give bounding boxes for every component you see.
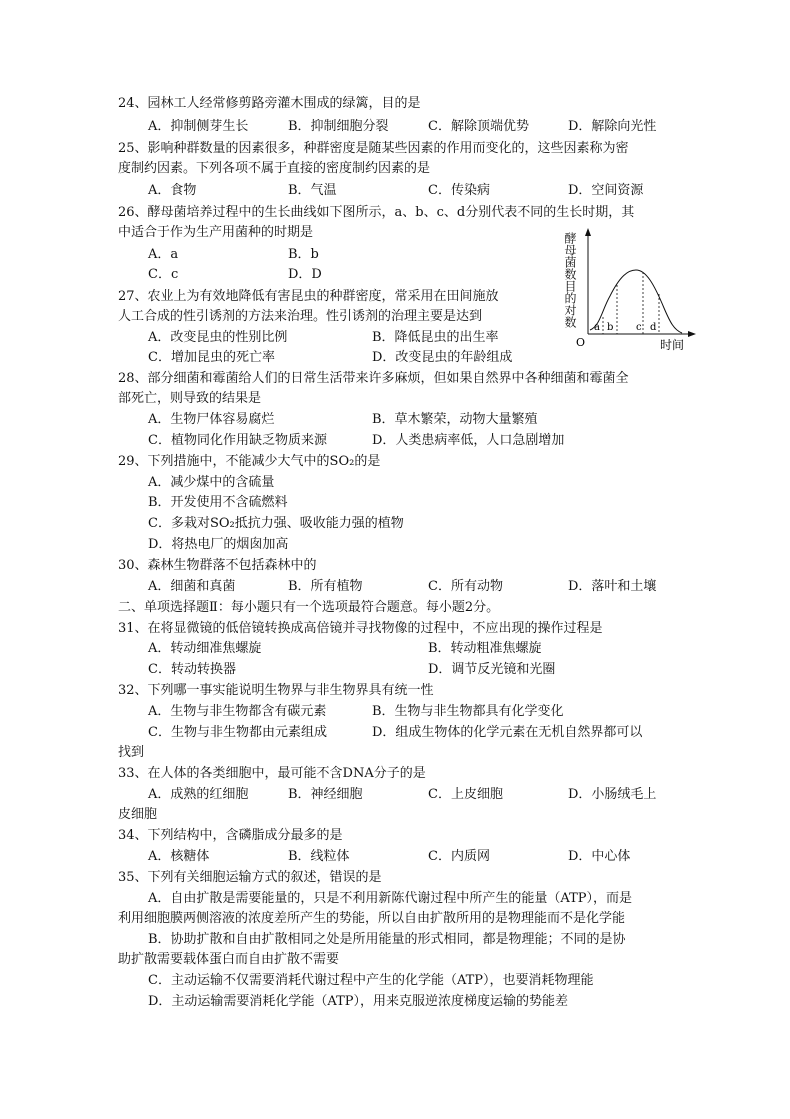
q26-option-d: D．D (288, 267, 322, 282)
q25-option-d: D．空间资源 (568, 183, 644, 198)
phase-label-d: d (650, 322, 657, 333)
q26-stem-2: 中适合于作为生产用菌种的时期是 (118, 225, 314, 240)
q27-option-d: D．改变昆虫的年龄组成 (372, 350, 513, 365)
q26-option-c: C．c (148, 267, 179, 282)
q34-stem: 34、下列结构中，含磷脂成分最多的是 (118, 828, 343, 843)
q33-option-b: B．神经细胞 (288, 787, 363, 802)
q33-option-a: A．成熟的红细胞 (148, 787, 249, 802)
q24-option-b: B．抑制细胞分裂 (288, 119, 389, 134)
q25-stem-2: 度制约因素。下列各项不属于直接的密度制约因素的是 (118, 161, 431, 176)
q24-option-a: A．抑制侧芽生长 (148, 119, 249, 134)
q28-stem-1: 28、部分细菌和霉菌给人们的日常生活带来许多麻烦，但如果自然界中各种细菌和霉菌全 (118, 371, 629, 386)
q35-line-1: A．自由扩散是需要能量的，只是不利用新陈代谢过程中所产生的能量（ATP），而是 (148, 891, 632, 906)
q33-option-d: D．小肠绒毛上 (568, 787, 657, 802)
q26-option-b: B．b (288, 247, 319, 262)
q31-option-c: C．转动转换器 (148, 662, 236, 677)
q28-option-d: D．人类患病率低，人口急剧增加 (372, 433, 565, 448)
q27-stem-2: 人工合成的性引诱剂的方法来治理。性引诱剂的治理主要是达到 (118, 309, 483, 324)
figure-y-label: 酵母菌数目的对数 (563, 232, 577, 328)
q29-option-b: B．开发使用不含硫燃料 (148, 495, 288, 510)
q35-line-3: B．协助扩散和自由扩散相同之处是所用能量的形式相同，都是物理能；不同的是协 (148, 932, 626, 947)
phase-label-a: a (594, 322, 600, 333)
q34-option-d: D．中心体 (568, 849, 631, 864)
q29-option-a: A．减少煤中的含硫量 (148, 475, 275, 490)
q25-option-b: B．气温 (288, 183, 337, 198)
q30-option-a: A．细菌和真菌 (148, 579, 236, 594)
q29-option-c: C．多栽对SO₂抵抗力强、吸收能力强的植物 (148, 516, 404, 531)
q30-option-d: D．落叶和土壤 (568, 579, 657, 594)
q27-option-c: C．增加昆虫的死亡率 (148, 350, 275, 365)
q28-option-c: C．植物同化作用缺乏物质来源 (148, 433, 327, 448)
q33-option-d-wrap: 皮细胞 (118, 807, 158, 822)
q35-line-6: D．主动运输需要消耗化学能（ATP），用来克服逆浓度梯度运输的势能差 (148, 994, 569, 1009)
section-2-heading: 二、单项选择题Ⅱ：每小题只有一个选项最符合题意。每小题2分。 (118, 600, 500, 615)
q30-option-b: B．所有植物 (288, 579, 363, 594)
q27-option-b: B．降低昆虫的出生率 (372, 330, 499, 345)
q32-stem: 32、下列哪一事实能说明生物界与非生物界具有统一性 (118, 683, 434, 698)
q32-option-c: C．生物与非生物都由元素组成 (148, 725, 327, 740)
q27-stem-1: 27、农业上为有效地降低有害昆虫的种群密度，常采用在田间施放 (118, 289, 499, 304)
q32-option-b: B．生物与非生物都具有化学变化 (372, 704, 564, 719)
q28-stem-2: 部死亡，则导致的结果是 (118, 391, 262, 406)
y-axis-arrow-icon (585, 228, 591, 236)
q29-option-d: D．将热电厂的烟囱加高 (148, 537, 289, 552)
q26-option-a: A．a (148, 247, 179, 262)
q32-option-d: D．组成生物体的化学元素在无机自然界都可以 (372, 725, 643, 740)
q24-option-d: D．解除向光性 (568, 119, 657, 134)
q25-stem-1: 25、影响种群数量的因素很多，种群密度是随某些因素的作用而变化的，这些因素称为密 (118, 141, 629, 156)
q25-option-a: A．食物 (148, 183, 197, 198)
q34-option-b: B．线粒体 (288, 849, 350, 864)
q24-stem: 24、园林工人经常修剪路旁灌木围成的绿篱，目的是 (118, 96, 421, 111)
phase-label-c: c (636, 322, 642, 333)
q24-option-c: C．解除顶端优势 (428, 119, 529, 134)
q25-option-c: C．传染病 (428, 183, 490, 198)
q35-stem: 35、下列有关细胞运输方式的叙述，错误的是 (118, 870, 382, 885)
q35-line-4: 助扩散需要载体蛋白而自由扩散不需要 (118, 952, 340, 967)
figure-x-label: 时间 (660, 338, 685, 352)
q34-option-c: C．内质网 (428, 849, 490, 864)
q34-option-a: A．核糖体 (148, 849, 210, 864)
q35-line-2: 利用细胞膜两侧溶液的浓度差所产生的势能，所以自由扩散所用的是物理能而不是化学能 (118, 911, 626, 926)
q32-option-d-wrap: 找到 (118, 745, 145, 760)
q31-option-d: D．调节反光镜和光圈 (428, 662, 556, 677)
q27-option-a: A．改变昆虫的性别比例 (148, 330, 288, 345)
q33-stem: 33、在人体的各类细胞中，最可能不含DNA分子的是 (118, 766, 426, 781)
q26-stem-1: 26、酵母菌培养过程中的生长曲线如下图所示，a、b、c、d分别代表不同的生长时期，其 (118, 205, 635, 220)
q29-stem: 29、下列措施中，不能减少大气中的SO₂的是 (118, 454, 381, 469)
q32-option-a: A．生物与非生物都含有碳元素 (148, 704, 327, 719)
q31-stem: 31、在将显微镜的低倍镜转换成高倍镜并寻找物像的过程中，不应出现的操作过程是 (118, 621, 603, 636)
q31-option-a: A．转动细准焦螺旋 (148, 641, 262, 656)
x-axis-arrow-icon (688, 331, 696, 337)
q28-option-b: B．草木繁荣，动物大量繁殖 (372, 412, 538, 427)
phase-label-b: b (607, 322, 614, 333)
q30-option-c: C．所有动物 (428, 579, 503, 594)
q31-option-b: B．转动粗准焦螺旋 (428, 641, 542, 656)
q35-line-5: C．主动运输不仅需要消耗代谢过程中产生的化学能（ATP），也要消耗物理能 (148, 973, 594, 988)
yeast-growth-curve-figure (560, 222, 700, 354)
q28-option-a: A．生物尸体容易腐烂 (148, 412, 275, 427)
origin-label: O (576, 336, 586, 349)
q30-stem: 30、森林生物群落不包括森林中的 (118, 558, 317, 573)
q33-option-c: C．上皮细胞 (428, 787, 503, 802)
